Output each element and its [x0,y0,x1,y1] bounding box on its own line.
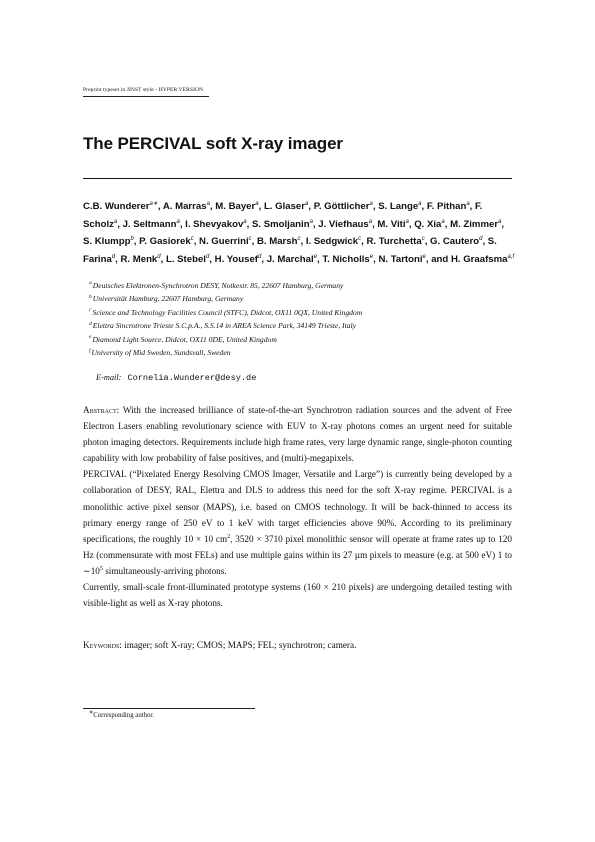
author-name: H. Yousef [214,253,258,265]
affiliation-text: University of Mid Sweden, Sundsvall, Sweden [91,348,231,358]
affiliation-mark: b [89,293,92,300]
email-address[interactable]: Cornelia.Wunderer@desy.de [127,373,257,383]
superscript: 2 [227,533,231,540]
affiliation-mark: c [89,307,92,314]
affiliation-text: Science and Technology Facilities Council (STFC), Didcot, OX11 0QX, United Kingdom [92,307,363,317]
abstract-text: Currently, small-scale front-illuminated prototype systems (160 × 210 pixels) are undergoing detailed testing with visible-light as well as X-ray photons. [83,582,512,609]
author-affiliation-mark: a [466,200,470,207]
abstract [83,402,512,611]
author-name: L. Stebel [165,253,206,265]
author-affiliation-mark: c [421,236,425,242]
author-affiliation-mark: a [113,218,118,225]
superscript: 5 [99,565,103,572]
footnote [89,712,154,719]
author-affiliation-mark: a [305,200,309,207]
author-name: H. Graafsma [450,253,508,265]
author-affiliation-mark: a∗ [149,200,158,207]
keywords [83,640,356,650]
author-name: F. Pithan [426,201,467,212]
author-name: P. Göttlicher [313,201,370,212]
affiliation-text: Deutsches Elektronen-Synchrotron DESY, Notkestr. 85, 22607 Hamburg, Germany [92,281,344,290]
author-name: P. Gasiorek [139,236,191,248]
paper-title: The PERCIVAL soft X-ray imager [83,134,343,153]
abstract-text: , 3520 × 3710 pixel monolithic sensor will operate at frame rates up to 120 Hz (commensurate with most FELs) and use multiple gains within its 27 µm pixels to measure (e.g. at 500 eV) 1 to ∼10 [83,533,512,576]
author-affiliation-mark: a [255,200,259,207]
author-affiliation-mark: a,f [507,253,515,260]
affiliation-item [89,292,362,305]
affiliation-mark: e [89,334,92,341]
affiliation-item [89,333,362,346]
abstract-text: PERCIVAL (“Pixelated Energy Resolving CMOS Imager, Versatile and Large”) is currently being developed by a collaboration of DESY, RAL, Elettra and DLS to address this need for the soft X-ray regime. PERCIVAL is a monolithic active pixel sensor (MAPS), i.e. based on CMOS technology. It will be back-thinned to access its primary energy range of 250 eV to 1 keV with target efficiencies above 90%. According to its preliminary specifications, the roughly 10 × 10 cm [83,469,512,544]
author-name: Q. Xia [414,218,442,230]
abstract-label: Abstract: [83,405,120,415]
author-name: I. Shevyakov [185,218,244,230]
footnote-text: Corresponding author. [93,712,154,719]
author-name: S. Klumpp [83,236,131,248]
author-affiliation-mark: d [157,253,161,260]
affiliation-item [89,346,362,359]
author-name: S. Farina [83,236,497,265]
author-name: B. Marsh [256,236,298,248]
affiliation-text: Diamond Light Source, Didcot, OX11 0DE, United Kingdom [92,334,277,344]
author-affiliation-mark: e [422,253,426,260]
author-affiliation-mark: e [313,253,317,260]
author-name: I. Sedgwick [305,236,359,248]
author-name: G. Cautero [430,236,480,248]
author-affiliation-mark: a [368,218,373,225]
author-affiliation-mark: c [358,236,362,242]
author-list: C.B. Wunderer$^{a∗}$, A. Marras$^a$, M. Bayer$^a$, L. Glaser$^a$, P. Göttlicher$^a$, S. Lange$^a$, F. Pithan$^a$, F. Scholz$^a$, J. Seltmann$^a$, I. Shevyakov$^a$, S. Smoljanin$^a$, J. Viefhaus$^a$, M. Viti$^a$, Q. Xia$^a$, M. Zimmer$^a$, S. Klumpp$^b$, P. Gasiorek$^c$, N. Guerrini$^c$, B. Marsh$^c$, I. Sedgwick$^c$, R. Turchetta$^c$, G. Cautero$^d$, S. Farina$^d$, R. Menk$^d$, L. Stebel$^d$, H. Yousef$^d$, J. Marchal$^e$, T. Nicholls$^e$, N. Tartoni$^e$, and H. Graafsma$^{a,f}$ [83,200,515,265]
affiliation-list [89,279,362,359]
author-affiliation-mark: b [130,236,134,242]
author-affiliation-mark: d [205,253,210,260]
author-affiliation-mark: d [258,253,262,260]
author-name: M. Bayer [215,201,256,212]
author-name: L. Glaser [263,201,305,212]
title-rule [83,178,512,179]
affiliation-mark: d [89,320,92,327]
affiliation-text: Elettra Sincrotrone Trieste S.C.p.A., S.S.14 in AREA Science Park, 34149 Trieste, Italy [92,321,356,331]
abstract-paragraph [83,466,512,579]
author-affiliation-mark: a [405,218,409,225]
author-name: N. Tartoni [378,253,423,265]
author-affiliation-mark: a [206,200,210,207]
affiliation-item [89,279,362,292]
author-name: F. Scholz [83,201,483,230]
author-name: S. Lange [378,201,419,212]
author-name: N. Guerrini [199,236,249,248]
abstract-text: simultaneously-arriving photons. [102,565,227,576]
author-name: J. Marchal [266,253,314,265]
author-name: T. Nicholls [322,253,370,265]
author-affiliation-mark: c [248,236,252,242]
affiliation-item [89,319,362,332]
keywords-text: imager; soft X-ray; CMOS; MAPS; FEL; synchrotron; camera. [124,640,357,650]
affiliation-mark: f [89,347,91,354]
author-affiliation-mark: d [479,236,483,242]
author-affiliation-mark: a [369,200,373,207]
author-affiliation-mark: a [309,218,313,225]
author-name: J. Seltmann [122,218,177,230]
author-affiliation-mark: a [441,218,445,225]
preprint-rule [83,96,209,97]
author-affiliation-mark: a [418,200,422,207]
abstract-paragraph [83,402,512,466]
abstract-paragraph [83,579,512,611]
email-label: E-mail: [96,373,122,382]
author-affiliation-mark: c [190,236,194,242]
author-affiliation-mark: d [111,253,116,260]
author-name: M. Zimmer [450,218,499,230]
abstract-text: With the increased brilliance of state-of-the-art Synchrotron radiation sources and the advent of Free Electron Lasers enabling revolutionary science with EUV to X-ray photons comes an urgent need for suitable photon imaging detectors. Requirements include high frame rates, very large dynamic range, single-photon counting capability with low probability of false positives, and (multi)-megapixels. [83,405,512,464]
author-affiliation-mark: a [243,218,247,225]
affiliation-mark: a [89,280,92,287]
author-name: M. Viti [377,218,406,230]
author-affiliation-mark: a [176,218,180,225]
author-affiliation-mark: c [297,236,301,242]
author-name: C.B. Wunderer [83,201,150,212]
preprint-header: Preprint typeset in JINST style - HYPER VERSION [83,87,204,93]
footnote-rule [83,708,255,709]
keywords-label: Keywords: [83,640,122,650]
author-name: R. Menk [120,253,158,265]
email-line [96,373,256,383]
affiliation-item [89,306,362,319]
author-affiliation-mark: a [498,218,502,225]
affiliation-text: Universität Hamburg, 22607 Hamburg, Germany [92,294,244,304]
author-name: R. Turchetta [366,236,422,248]
author-affiliation-mark: e [369,253,374,260]
footnote-mark: ∗ [89,710,94,716]
author-name: A. Marras [162,201,207,212]
author-name: J. Viefhaus [318,218,369,230]
author-name: S. Smoljanin [251,218,310,230]
